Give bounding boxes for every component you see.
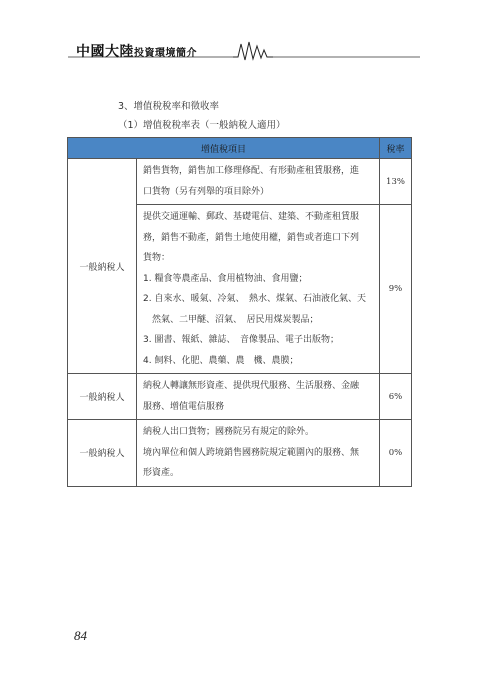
item-line: 納稅人轉讓無形資產、提供現代服務、生活服務、金融 xyxy=(143,381,360,391)
table-row xyxy=(68,159,412,205)
table-header-row xyxy=(68,138,412,159)
item-line: 貨物： xyxy=(143,253,171,263)
item-line: 1. 糧食等農產品、食用植物油、食用鹽； xyxy=(143,273,308,284)
items-cell xyxy=(137,374,380,420)
item-line: 務，銷售不動產，銷售土地使用權，銷售或者進口下列 xyxy=(143,232,360,243)
table-title: （1）增值稅稅率表（一般納稅人適用） xyxy=(118,120,286,131)
items-cell xyxy=(137,205,380,374)
items-cell xyxy=(137,420,380,487)
item-line: 銷售貨物，銷售加工修理修配、有形動產租賃服務，進 xyxy=(143,166,360,176)
rate-cell: 13% xyxy=(380,159,412,205)
item-line: 提供交通運輸、郵政、基礎電信、建築、不動產租賃服 xyxy=(143,212,360,222)
item-line: 4. 飼料、化肥、農藥、農 機、農膜； xyxy=(143,355,299,366)
item-line: 境內單位和個人跨境銷售國務院規定範圍內的服務、無 xyxy=(143,447,360,458)
item-line: 服務、增值電信服務 xyxy=(143,401,225,412)
table-row xyxy=(68,374,412,420)
header-title-main: 中國大陸 xyxy=(76,44,134,60)
header-rate: 稅率 xyxy=(380,138,412,159)
rate-cell: 9% xyxy=(380,205,412,374)
table-row xyxy=(68,420,412,487)
item-line: 口貨物（另有列舉的項目除外） xyxy=(143,186,270,197)
header-vat-items: 增值稅項目 xyxy=(68,138,380,159)
category-cell: 一般納稅人 xyxy=(68,374,137,420)
item-line: 納稅人出口貨物；國務院另有規定的除外。 xyxy=(143,427,315,437)
items-cell xyxy=(137,159,380,205)
page-number: 84 xyxy=(74,628,87,643)
header-title-sub: 投資環境簡介 xyxy=(134,48,197,59)
section-title: 3、增值稅稅率和徵收率 xyxy=(118,101,220,112)
item-line: 然氣、二甲醚、沼氣、 居民用煤炭製品； xyxy=(143,314,319,325)
running-header xyxy=(68,38,420,62)
category-cell: 一般納稅人 xyxy=(68,420,137,487)
vat-rate-table xyxy=(67,137,412,487)
rate-cell: 6% xyxy=(380,374,412,420)
item-line: 2. 自來水、暖氣、冷氣、 熱水、煤氣、石油液化氣、天 xyxy=(143,294,366,304)
item-line: 3. 圖書、報紙、雜誌、 音像製品、電子出版物； xyxy=(143,335,339,345)
category-cell: 一般納稅人 xyxy=(68,159,137,374)
item-line: 形資產。 xyxy=(143,468,180,478)
rate-cell: 0% xyxy=(380,420,412,487)
header-title xyxy=(76,41,197,61)
